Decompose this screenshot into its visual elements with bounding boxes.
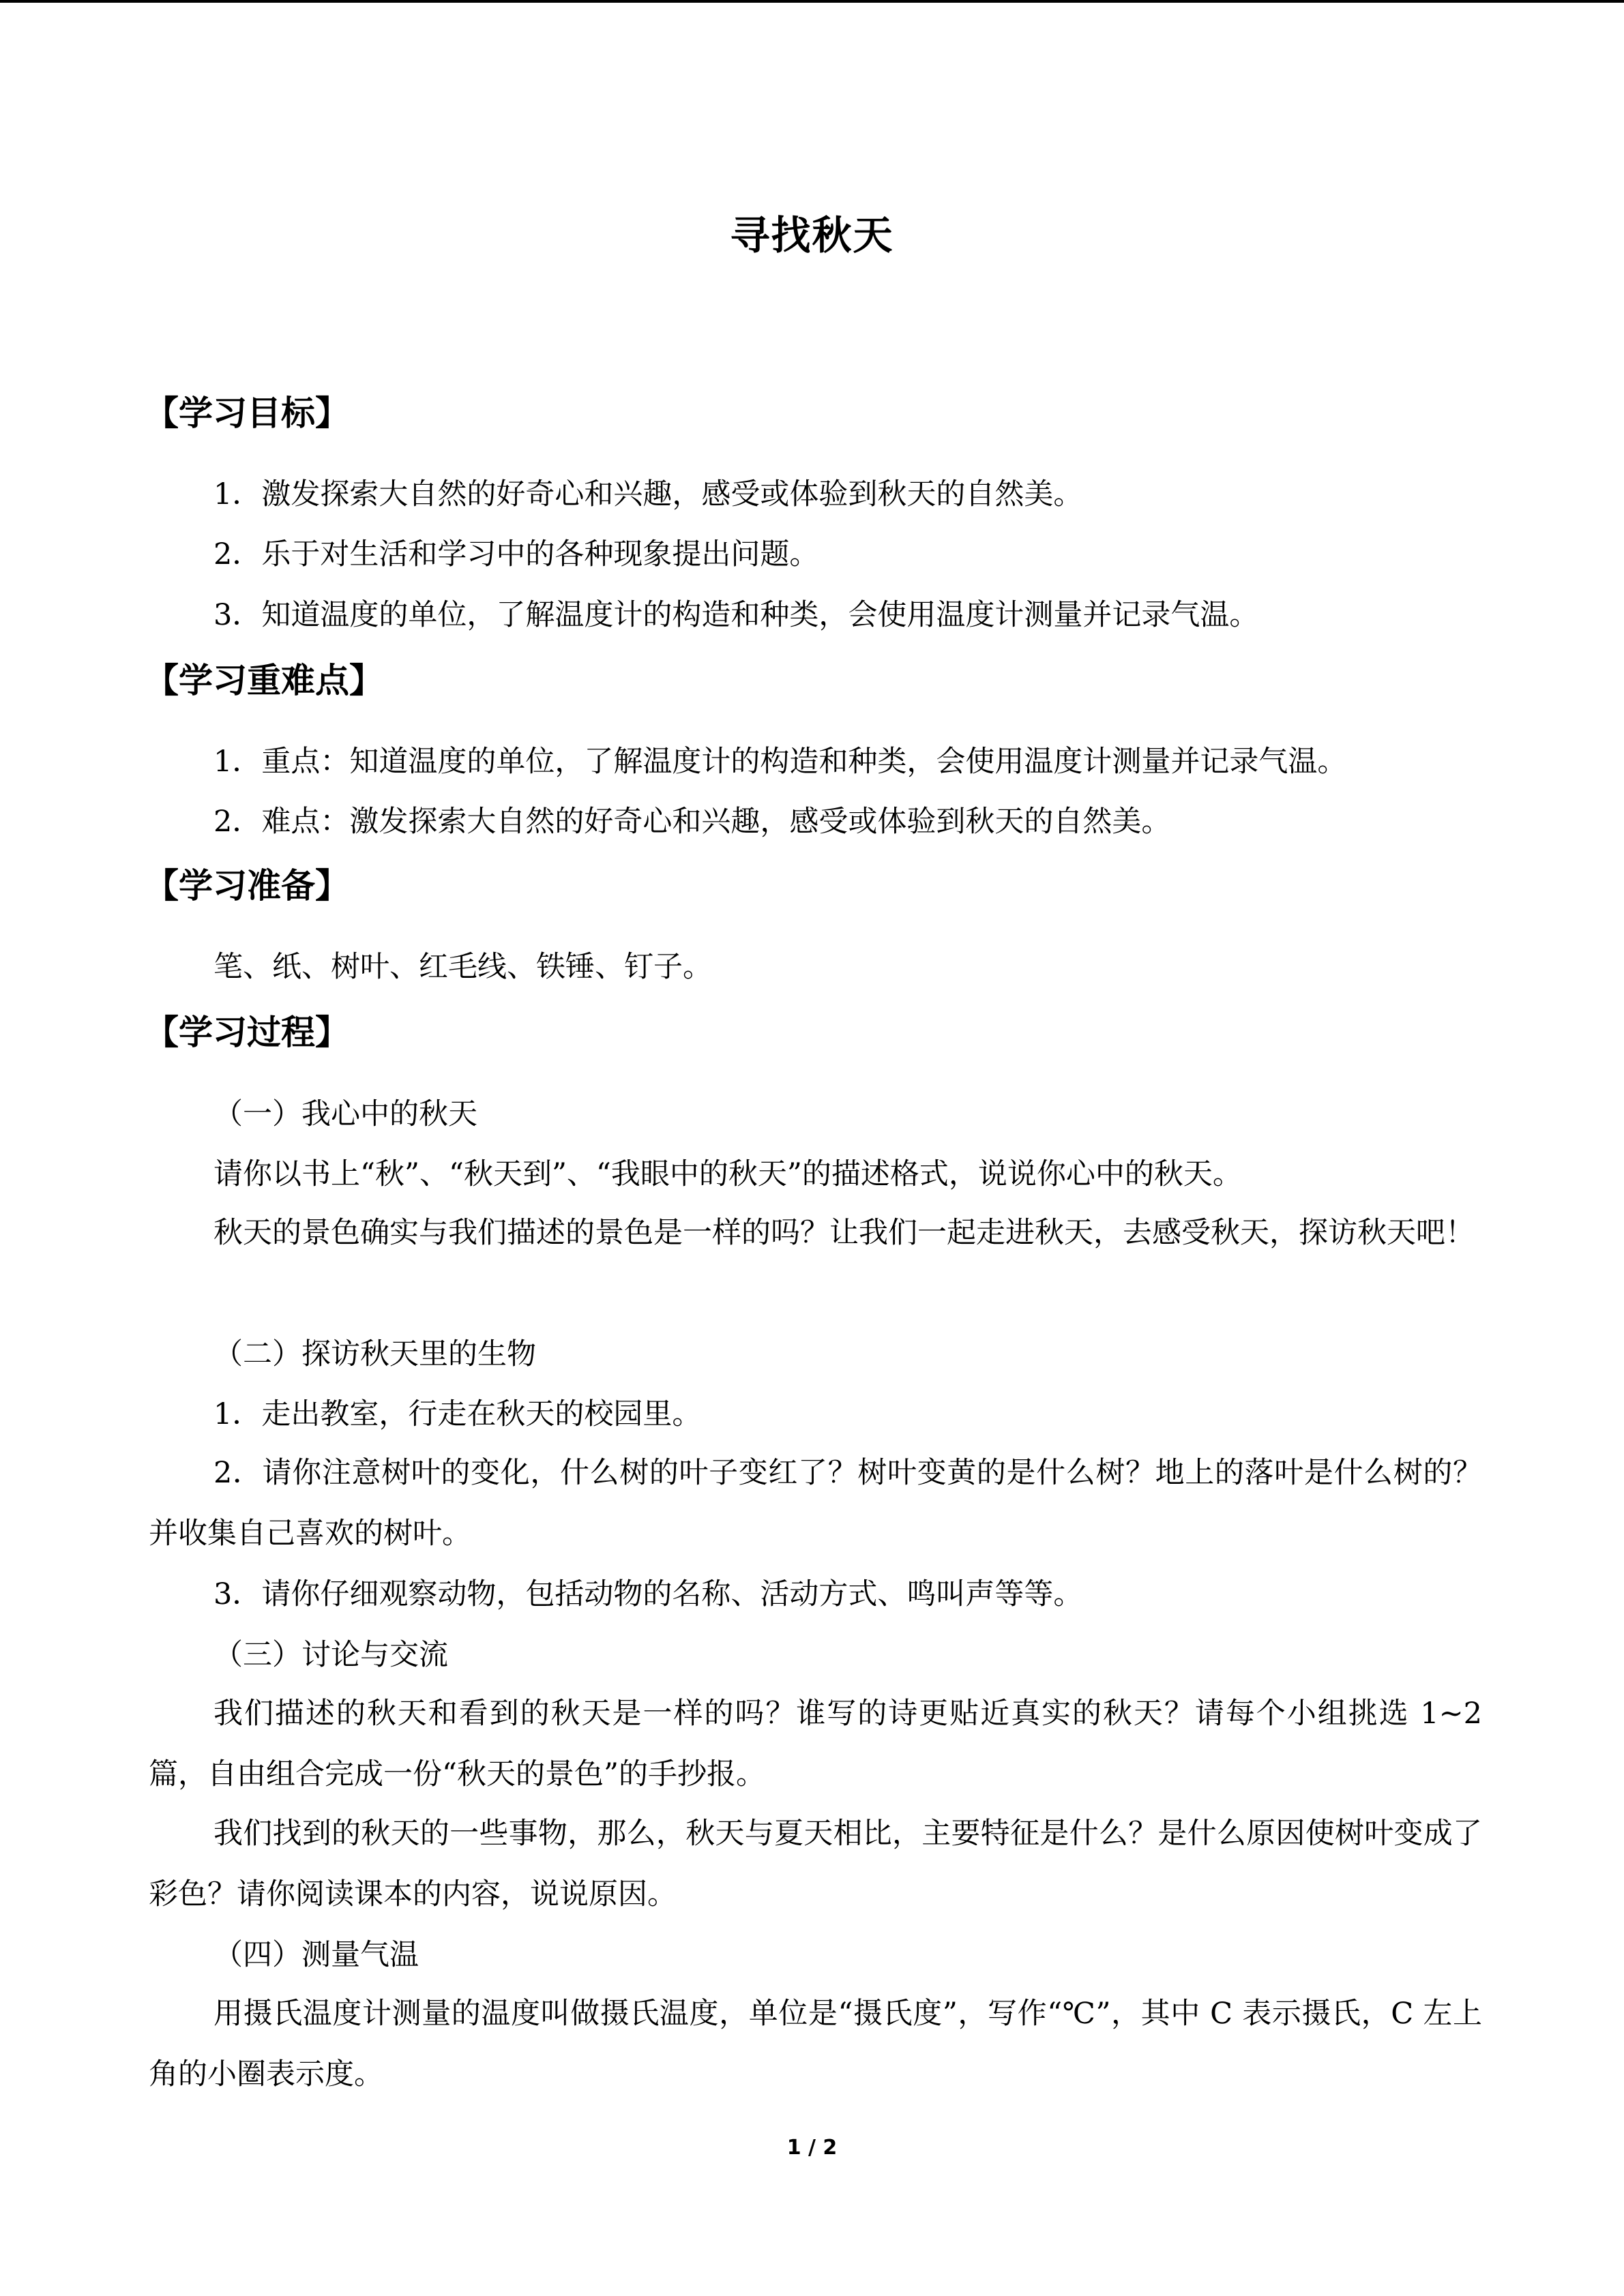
process-part1-title: （一）我心中的秋天 — [213, 1097, 477, 1131]
page-top-border — [0, 0, 1624, 3]
key-point-item-1: 1．重点：知道温度的单位，了解温度计的构造和种类，会使用温度计测量并记录气温。 — [213, 745, 1347, 779]
process-part4-paragraph-1: 用摄氏温度计测量的温度叫做摄氏温度，单位是“摄氏度”，写作“℃”，其中 C 表示摄氏，C 左上角的小圈表示度。 — [149, 1997, 1482, 2091]
process-part2-title: （二）探访秋天里的生物 — [213, 1337, 536, 1371]
heading-learning-process: 【学习过程】 — [145, 1013, 349, 1052]
key-point-item-2: 2．难点：激发探索大自然的好奇心和兴趣，感受或体验到秋天的自然美。 — [213, 805, 1171, 839]
process-part4-title: （四）测量气温 — [213, 1938, 419, 1972]
process-part2-item-3: 3．请你仔细观察动物，包括动物的名称、活动方式、鸣叫声等等。 — [213, 1577, 1083, 1611]
objective-item-3: 3．知道温度的单位，了解温度计的构造和种类，会使用温度计测量并记录气温。 — [213, 598, 1259, 632]
process-part2-item-1: 1．走出教室，行走在秋天的校园里。 — [213, 1397, 702, 1431]
objective-item-2: 2．乐于对生活和学习中的各种现象提出问题。 — [213, 537, 819, 571]
process-part3-paragraph-2: 我们找到的秋天的一些事物，那么，秋天与夏天相比，主要特征是什么？是什么原因使树叶变成了彩色？请你阅读课本的内容，说说原因。 — [149, 1817, 1482, 1911]
page-number: 1 / 2 — [786, 2136, 838, 2160]
process-part3-title: （三）讨论与交流 — [213, 1638, 448, 1672]
heading-preparation: 【学习准备】 — [145, 866, 349, 906]
objective-item-1: 1．激发探索大自然的好奇心和兴趣，感受或体验到秋天的自然美。 — [213, 477, 1083, 511]
process-part2-item-2: 2．请你注意树叶的变化，什么树的叶子变红了？树叶变黄的是什么树？地上的落叶是什么树的？并收集自己喜欢的树叶。 — [149, 1456, 1482, 1551]
preparation-text: 笔、纸、树叶、红毛线、铁锤、钉子。 — [213, 950, 712, 984]
document-title: 寻找秋天 — [730, 212, 894, 258]
process-part1-paragraph-2: 秋天的景色确实与我们描述的景色是一样的吗？让我们一起走进秋天，去感受秋天，探访秋天吧！ — [213, 1216, 1475, 1250]
process-part1-paragraph-1: 请你以书上“秋”、“秋天到”、“我眼中的秋天”的描述格式，说说你心中的秋天。 — [213, 1157, 1242, 1191]
heading-key-points: 【学习重难点】 — [145, 661, 383, 700]
process-part3-paragraph-1: 我们描述的秋天和看到的秋天是一样的吗？谁写的诗更贴近真实的秋天？请每个小组挑选 1~2 篇，自由组合完成一份“秋天的景色”的手抄报。 — [149, 1697, 1482, 1791]
heading-learning-objectives: 【学习目标】 — [145, 393, 349, 433]
